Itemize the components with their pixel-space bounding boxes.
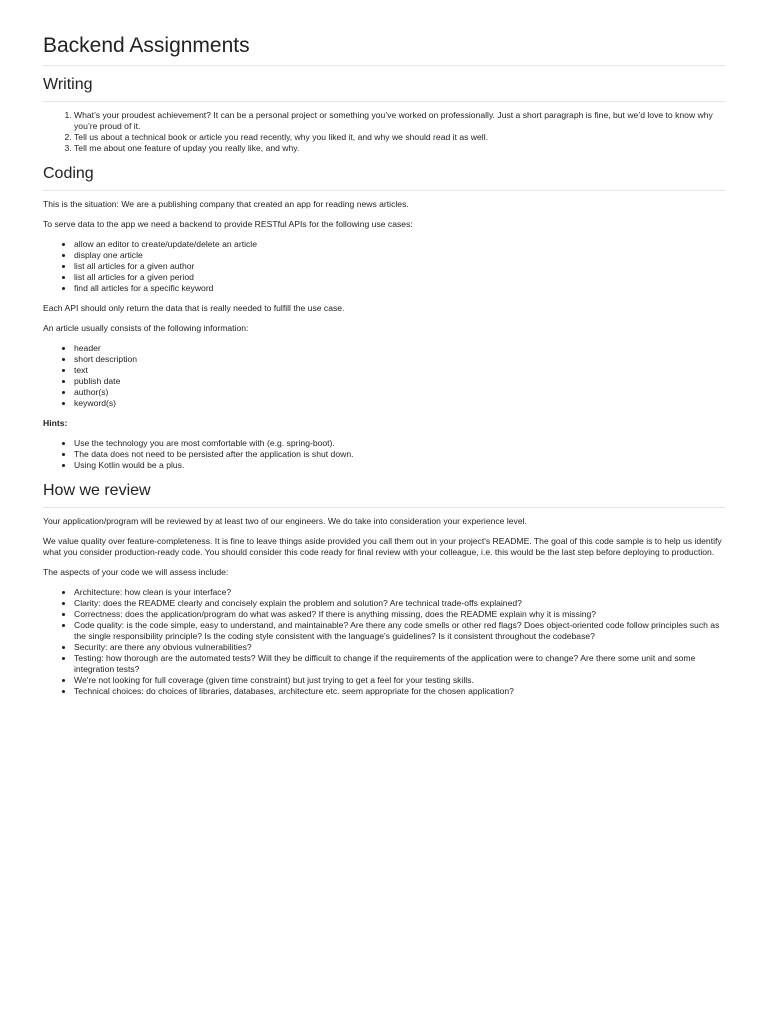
api-note-paragraph: Each API should only return the data that is really needed to fulfill the use case. (43, 303, 345, 313)
list-item: • display one article (74, 250, 725, 261)
list-item: • Clarity: does the README clearly and concisely explain the problem and solution? Are technical trade-offs explained? (74, 598, 725, 609)
list-item: • We're not looking for full coverage (given time constraint) but just trying to get a feel for your testing skills. (74, 675, 725, 686)
list-item: 2. Tell us about a technical book or article you read recently, why you liked it, and why we should read it as well. (74, 132, 725, 143)
list-item: • Architecture: how clean is your interface? (74, 587, 725, 598)
list-item: • Using Kotlin would be a plus. (74, 460, 725, 471)
review-aspect-list (43, 587, 725, 697)
review-paragraph-3: The aspects of your code we will assess include: (43, 567, 229, 577)
list-item: • Use the technology you are most comfortable with (e.g. spring-boot). (74, 438, 725, 449)
list-item: • list all articles for a given period (74, 272, 725, 283)
coding-intro-paragraph: This is the situation: We are a publishing company that created an app for reading news articles. (43, 199, 409, 209)
list-item: • keyword(s) (74, 398, 725, 409)
list-item: • Security: are there any obvious vulnerabilities? (74, 642, 725, 653)
list-item: • Testing: how thorough are the automated tests? Will they be difficult to change if the requirements of the application were to change? Are there some unit and some integration tests? (74, 653, 725, 675)
page-title: Backend Assignments (43, 32, 725, 66)
review-paragraph-1: Your application/program will be reviewed by at least two of our engineers. We do take into consideration your experience level. (43, 516, 527, 526)
list-item: 1. What’s your proudest achievement? It can be a personal project or something you’ve worked on professionally. Just a short paragraph is fine, but we’d love to know why you’re proud of it. (74, 110, 725, 132)
list-item: • text (74, 365, 725, 376)
coding-serve-paragraph: To serve data to the app we need a backend to provide RESTful APIs for the following use cases: (43, 219, 413, 229)
article-field-list (43, 343, 725, 409)
section-heading-writing: Writing (43, 74, 725, 102)
writing-question-list (43, 110, 725, 154)
list-item: • find all articles for a specific keyword (74, 283, 725, 294)
section-heading-review: How we review (43, 480, 725, 508)
list-item: 3. Tell me about one feature of upday you really like, and why. (74, 143, 725, 154)
list-item: • publish date (74, 376, 725, 387)
hints-label: Hints: (43, 418, 68, 428)
use-case-list (43, 239, 725, 294)
review-paragraph-2: We value quality over feature-completeness. It is fine to leave things aside provided you call them out in your project's README. The goal of this code sample is to help us identify what you consider production-ready code. You should consider this code ready for final review with your colleague, i.e. this would be the last step before deploying to production. (43, 536, 722, 557)
list-item: • allow an editor to create/update/delete an article (74, 239, 725, 250)
list-item: • The data does not need to be persisted after the application is shut down. (74, 449, 725, 460)
list-item: • header (74, 343, 725, 354)
list-item: • short description (74, 354, 725, 365)
hints-list (43, 438, 725, 471)
list-item: • author(s) (74, 387, 725, 398)
list-item: • Technical choices: do choices of libraries, databases, architecture etc. seem appropriate for the chosen application? (74, 686, 725, 697)
list-item: • Correctness: does the application/program do what was asked? If there is anything missing, does the README explain why it is missing? (74, 609, 725, 620)
list-item: • list all articles for a given author (74, 261, 725, 272)
section-heading-coding: Coding (43, 163, 725, 191)
article-intro-paragraph: An article usually consists of the following information: (43, 323, 249, 333)
list-item: • Code quality: is the code simple, easy to understand, and maintainable? Are there any code smells or other red flags? Does object-oriented code follow principles such as the single responsibility principle? Is the coding style consistent with the language's guidelines? Is it consistent throughout the codebase? (74, 620, 725, 642)
